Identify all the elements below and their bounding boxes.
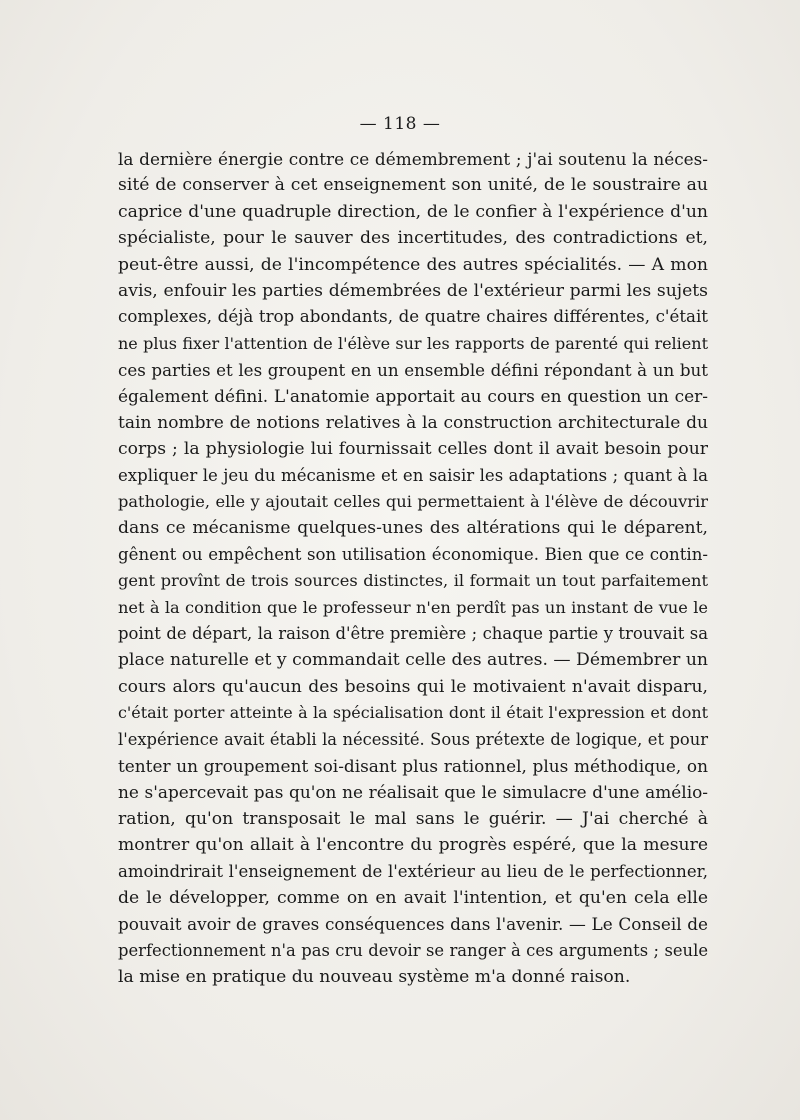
text-line: caprice d'une quadruple direction, de le confier à l'expérience d'un [118,201,708,222]
text-line: net à la condition que le professeur n'en perdît pas un instant de vue le [118,597,708,617]
text-line: dans ce mécanisme quelques-unes des altérations qui le déparent, [118,518,708,539]
text-line: ne s'apercevait pas qu'on ne réalisait que le simulacre d'une amélio- [118,782,708,803]
text-line: expliquer le jeu du mécanisme et en saisir les adaptations ; quant à la [118,465,708,485]
text-line: ration, qu'on transposait le mal sans le guérir. — J'ai cherché à [118,808,708,829]
text-line: spécialiste, pour le sauver des incertitudes, des contradictions et, [118,228,708,249]
text-line: complexes, déjà trop abondants, de quatre chaires différentes, c'était [118,307,708,327]
text-line: gent provînt de trois sources distinctes, il formait un tout parfaitement [118,571,708,591]
text-line: c'était porter atteinte à la spécialisation dont il était l'expression et dont [118,703,708,723]
text-line-last: la mise en pratique du nouveau système m'a donné raison. [118,967,631,988]
text-line: également défini. L'anatomie apportait au cours en question un cer- [118,386,708,407]
text-line: perfectionnement n'a pas cru devoir se ranger à ces arguments ; seule [118,940,708,960]
text-line: montrer qu'on allait à l'encontre du progrès espéré, que la mesure [118,835,708,856]
text-line: tenter un groupement soi-disant plus rationnel, plus méthodique, on [118,755,708,776]
page-number: — 118 — [359,114,441,134]
text-line: corps ; la physiologie lui fournissait celles dont il avait besoin pour [118,439,708,460]
text-line: ne plus fixer l'attention de l'élève sur les rapports de parenté qui relient [118,333,708,353]
body-text [118,146,708,991]
text-line: cours alors qu'aucun des besoins qui le motivaient n'avait disparu, [118,676,708,697]
text-line: pouvait avoir de graves conséquences dans l'avenir. — Le Conseil de [118,914,708,935]
text-line: avis, enfouir les parties démembrées de l'extérieur parmi les sujets [118,280,708,301]
text-line: point de départ, la raison d'être première ; chaque partie y trouvait sa [118,624,708,644]
text-line: l'expérience avait établi la nécessité. Sous prétexte de logique, et pour [118,729,708,749]
text-line: amoindrirait l'enseignement de l'extérieur au lieu de le perfectionner, [118,861,708,881]
text-line: place naturelle et y commandait celle des autres. — Démembrer un [118,650,708,671]
text-line: ces parties et les groupent en un ensemble défini répondant à un but [118,360,708,381]
text-line: tain nombre de notions relatives à la construction architecturale du [118,412,708,433]
text-line: de le développer, comme on en avait l'intention, et qu'en cela elle [118,887,708,908]
text-line: gênent ou empêchent son utilisation économique. Bien que ce contin- [118,544,708,564]
text-line: la dernière énergie contre ce démembrement ; j'ai soutenu la néces- [118,149,708,169]
text-line: peut-être aussi, de l'incompétence des autres spécialités. — A mon [118,254,708,275]
text-line: sité de conserver à cet enseignement son unité, de le soustraire au [118,175,708,196]
text-line: pathologie, elle y ajoutait celles qui permettaient à l'élève de découvrir [118,492,708,512]
